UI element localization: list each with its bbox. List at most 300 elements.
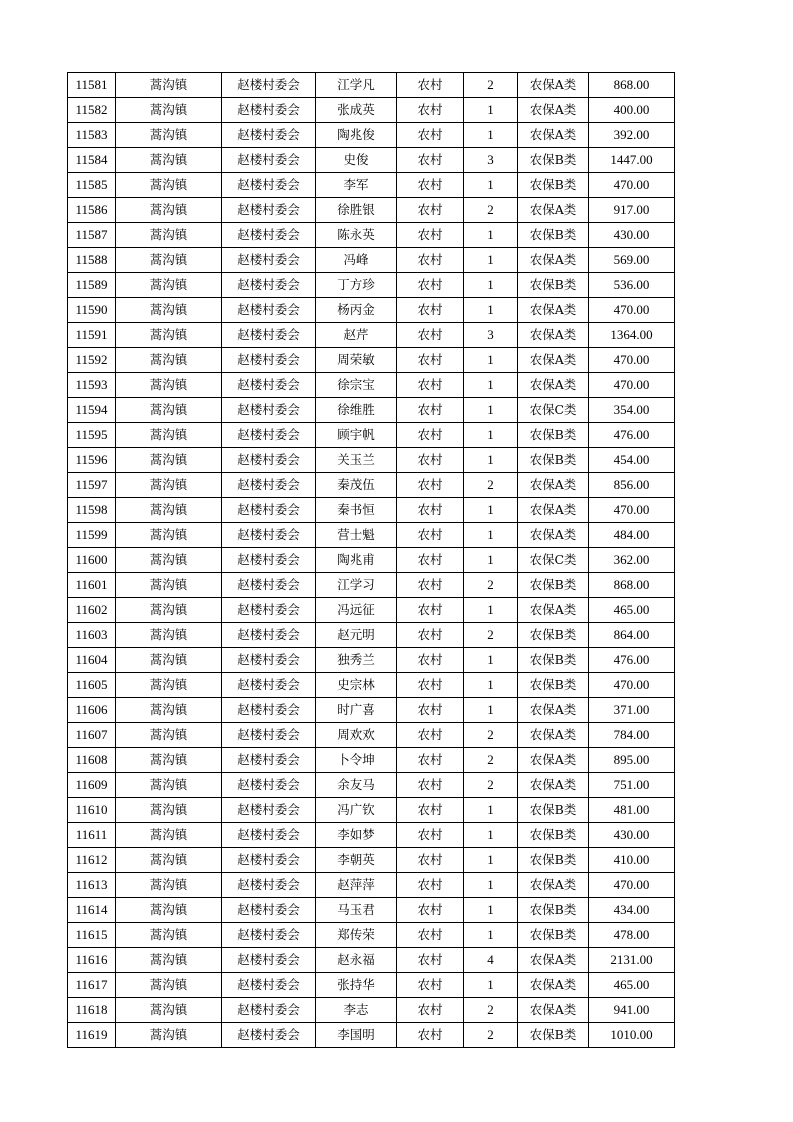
residence-type-cell: 农村 xyxy=(397,73,464,98)
insurance-category-cell: 农保B类 xyxy=(518,448,589,473)
residence-type-cell: 农村 xyxy=(397,423,464,448)
person-name-cell: 郑传荣 xyxy=(316,923,397,948)
amount-cell: 465.00 xyxy=(589,973,675,998)
village-committee-cell: 赵楼村委会 xyxy=(222,773,316,798)
town-name-cell: 蒿沟镇 xyxy=(116,598,222,623)
insurance-category-cell: 农保A类 xyxy=(518,748,589,773)
household-count-cell: 1 xyxy=(464,123,518,148)
household-count-cell: 2 xyxy=(464,623,518,648)
household-count-cell: 1 xyxy=(464,423,518,448)
table-row xyxy=(68,398,675,423)
table-row xyxy=(68,423,675,448)
residence-type-cell: 农村 xyxy=(397,348,464,373)
village-committee-cell: 赵楼村委会 xyxy=(222,1023,316,1048)
insurance-category-cell: 农保A类 xyxy=(518,248,589,273)
town-name-cell: 蒿沟镇 xyxy=(116,773,222,798)
table-row xyxy=(68,73,675,98)
person-name-cell: 周荣敏 xyxy=(316,348,397,373)
household-count-cell: 2 xyxy=(464,723,518,748)
row-number-cell: 11588 xyxy=(68,248,116,273)
village-committee-cell: 赵楼村委会 xyxy=(222,198,316,223)
person-name-cell: 江学习 xyxy=(316,573,397,598)
household-count-cell: 1 xyxy=(464,498,518,523)
amount-cell: 868.00 xyxy=(589,573,675,598)
row-number-cell: 11619 xyxy=(68,1023,116,1048)
residence-type-cell: 农村 xyxy=(397,223,464,248)
amount-cell: 868.00 xyxy=(589,73,675,98)
row-number-cell: 11581 xyxy=(68,73,116,98)
insurance-category-cell: 农保A类 xyxy=(518,723,589,748)
town-name-cell: 蒿沟镇 xyxy=(116,298,222,323)
village-committee-cell: 赵楼村委会 xyxy=(222,448,316,473)
insurance-category-cell: 农保B类 xyxy=(518,798,589,823)
village-committee-cell: 赵楼村委会 xyxy=(222,373,316,398)
amount-cell: 917.00 xyxy=(589,198,675,223)
row-number-cell: 11589 xyxy=(68,273,116,298)
insurance-category-cell: 农保B类 xyxy=(518,273,589,298)
person-name-cell: 李志 xyxy=(316,998,397,1023)
residence-type-cell: 农村 xyxy=(397,673,464,698)
household-count-cell: 3 xyxy=(464,323,518,348)
table-row xyxy=(68,1023,675,1048)
town-name-cell: 蒿沟镇 xyxy=(116,548,222,573)
village-committee-cell: 赵楼村委会 xyxy=(222,798,316,823)
town-name-cell: 蒿沟镇 xyxy=(116,448,222,473)
table-row xyxy=(68,498,675,523)
row-number-cell: 11615 xyxy=(68,923,116,948)
table-row xyxy=(68,923,675,948)
row-number-cell: 11612 xyxy=(68,848,116,873)
insurance-category-cell: 农保C类 xyxy=(518,398,589,423)
residence-type-cell: 农村 xyxy=(397,398,464,423)
person-name-cell: 徐维胜 xyxy=(316,398,397,423)
insurance-category-cell: 农保B类 xyxy=(518,573,589,598)
row-number-cell: 11608 xyxy=(68,748,116,773)
person-name-cell: 丁方珍 xyxy=(316,273,397,298)
insurance-category-cell: 农保B类 xyxy=(518,148,589,173)
residence-type-cell: 农村 xyxy=(397,173,464,198)
village-committee-cell: 赵楼村委会 xyxy=(222,623,316,648)
table-row xyxy=(68,473,675,498)
insurance-category-cell: 农保A类 xyxy=(518,773,589,798)
amount-cell: 434.00 xyxy=(589,898,675,923)
town-name-cell: 蒿沟镇 xyxy=(116,973,222,998)
row-number-cell: 11597 xyxy=(68,473,116,498)
town-name-cell: 蒿沟镇 xyxy=(116,848,222,873)
insurance-category-cell: 农保A类 xyxy=(518,998,589,1023)
town-name-cell: 蒿沟镇 xyxy=(116,698,222,723)
town-name-cell: 蒿沟镇 xyxy=(116,673,222,698)
village-committee-cell: 赵楼村委会 xyxy=(222,323,316,348)
table-row xyxy=(68,998,675,1023)
person-name-cell: 徐宗宝 xyxy=(316,373,397,398)
table-row xyxy=(68,248,675,273)
household-count-cell: 1 xyxy=(464,273,518,298)
table-row xyxy=(68,98,675,123)
insurance-category-cell: 农保A类 xyxy=(518,873,589,898)
person-name-cell: 余友马 xyxy=(316,773,397,798)
insurance-category-cell: 农保A类 xyxy=(518,373,589,398)
row-number-cell: 11604 xyxy=(68,648,116,673)
village-committee-cell: 赵楼村委会 xyxy=(222,923,316,948)
insurance-category-cell: 农保B类 xyxy=(518,223,589,248)
household-count-cell: 1 xyxy=(464,848,518,873)
person-name-cell: 张持华 xyxy=(316,973,397,998)
village-committee-cell: 赵楼村委会 xyxy=(222,973,316,998)
table-row xyxy=(68,148,675,173)
insurance-category-cell: 农保A类 xyxy=(518,698,589,723)
residence-type-cell: 农村 xyxy=(397,573,464,598)
town-name-cell: 蒿沟镇 xyxy=(116,248,222,273)
insurance-category-cell: 农保B类 xyxy=(518,623,589,648)
table-row xyxy=(68,373,675,398)
residence-type-cell: 农村 xyxy=(397,498,464,523)
row-number-cell: 11595 xyxy=(68,423,116,448)
amount-cell: 470.00 xyxy=(589,498,675,523)
village-committee-cell: 赵楼村委会 xyxy=(222,573,316,598)
row-number-cell: 11587 xyxy=(68,223,116,248)
table-row xyxy=(68,123,675,148)
town-name-cell: 蒿沟镇 xyxy=(116,948,222,973)
insurance-category-cell: 农保A类 xyxy=(518,98,589,123)
insurance-category-cell: 农保A类 xyxy=(518,498,589,523)
row-number-cell: 11599 xyxy=(68,523,116,548)
residence-type-cell: 农村 xyxy=(397,723,464,748)
person-name-cell: 陈永英 xyxy=(316,223,397,248)
village-committee-cell: 赵楼村委会 xyxy=(222,723,316,748)
table-row xyxy=(68,748,675,773)
person-name-cell: 周欢欢 xyxy=(316,723,397,748)
town-name-cell: 蒿沟镇 xyxy=(116,873,222,898)
amount-cell: 454.00 xyxy=(589,448,675,473)
town-name-cell: 蒿沟镇 xyxy=(116,823,222,848)
residence-type-cell: 农村 xyxy=(397,148,464,173)
residence-type-cell: 农村 xyxy=(397,98,464,123)
village-committee-cell: 赵楼村委会 xyxy=(222,598,316,623)
insurance-category-cell: 农保A类 xyxy=(518,198,589,223)
amount-cell: 470.00 xyxy=(589,298,675,323)
town-name-cell: 蒿沟镇 xyxy=(116,198,222,223)
insurance-category-cell: 农保B类 xyxy=(518,898,589,923)
amount-cell: 536.00 xyxy=(589,273,675,298)
amount-cell: 392.00 xyxy=(589,123,675,148)
household-count-cell: 1 xyxy=(464,298,518,323)
amount-cell: 569.00 xyxy=(589,248,675,273)
table-row xyxy=(68,723,675,748)
village-committee-cell: 赵楼村委会 xyxy=(222,548,316,573)
insurance-category-cell: 农保A类 xyxy=(518,948,589,973)
row-number-cell: 11584 xyxy=(68,148,116,173)
town-name-cell: 蒿沟镇 xyxy=(116,498,222,523)
town-name-cell: 蒿沟镇 xyxy=(116,748,222,773)
amount-cell: 371.00 xyxy=(589,698,675,723)
insurance-category-cell: 农保B类 xyxy=(518,848,589,873)
household-count-cell: 1 xyxy=(464,173,518,198)
table-row xyxy=(68,673,675,698)
person-name-cell: 赵元明 xyxy=(316,623,397,648)
household-count-cell: 1 xyxy=(464,448,518,473)
residence-type-cell: 农村 xyxy=(397,123,464,148)
amount-cell: 470.00 xyxy=(589,348,675,373)
village-committee-cell: 赵楼村委会 xyxy=(222,948,316,973)
household-count-cell: 1 xyxy=(464,98,518,123)
amount-cell: 1010.00 xyxy=(589,1023,675,1048)
town-name-cell: 蒿沟镇 xyxy=(116,423,222,448)
table-row xyxy=(68,298,675,323)
village-committee-cell: 赵楼村委会 xyxy=(222,898,316,923)
residence-type-cell: 农村 xyxy=(397,948,464,973)
row-number-cell: 11602 xyxy=(68,598,116,623)
table-row xyxy=(68,948,675,973)
town-name-cell: 蒿沟镇 xyxy=(116,898,222,923)
insurance-category-cell: 农保A类 xyxy=(518,473,589,498)
village-committee-cell: 赵楼村委会 xyxy=(222,123,316,148)
row-number-cell: 11585 xyxy=(68,173,116,198)
table-body xyxy=(68,73,675,1048)
residence-type-cell: 农村 xyxy=(397,523,464,548)
row-number-cell: 11596 xyxy=(68,448,116,473)
row-number-cell: 11607 xyxy=(68,723,116,748)
amount-cell: 354.00 xyxy=(589,398,675,423)
recipient-table xyxy=(67,72,675,1048)
row-number-cell: 11592 xyxy=(68,348,116,373)
household-count-cell: 1 xyxy=(464,923,518,948)
row-number-cell: 11586 xyxy=(68,198,116,223)
household-count-cell: 2 xyxy=(464,998,518,1023)
table-row xyxy=(68,523,675,548)
town-name-cell: 蒿沟镇 xyxy=(116,398,222,423)
village-committee-cell: 赵楼村委会 xyxy=(222,823,316,848)
town-name-cell: 蒿沟镇 xyxy=(116,473,222,498)
row-number-cell: 11603 xyxy=(68,623,116,648)
amount-cell: 430.00 xyxy=(589,223,675,248)
residence-type-cell: 农村 xyxy=(397,598,464,623)
village-committee-cell: 赵楼村委会 xyxy=(222,498,316,523)
row-number-cell: 11618 xyxy=(68,998,116,1023)
town-name-cell: 蒿沟镇 xyxy=(116,98,222,123)
household-count-cell: 1 xyxy=(464,598,518,623)
person-name-cell: 李军 xyxy=(316,173,397,198)
town-name-cell: 蒿沟镇 xyxy=(116,998,222,1023)
town-name-cell: 蒿沟镇 xyxy=(116,348,222,373)
insurance-category-cell: 农保B类 xyxy=(518,823,589,848)
household-count-cell: 4 xyxy=(464,948,518,973)
household-count-cell: 3 xyxy=(464,148,518,173)
town-name-cell: 蒿沟镇 xyxy=(116,1023,222,1048)
person-name-cell: 赵萍萍 xyxy=(316,873,397,898)
household-count-cell: 2 xyxy=(464,773,518,798)
town-name-cell: 蒿沟镇 xyxy=(116,923,222,948)
residence-type-cell: 农村 xyxy=(397,298,464,323)
residence-type-cell: 农村 xyxy=(397,748,464,773)
village-committee-cell: 赵楼村委会 xyxy=(222,423,316,448)
village-committee-cell: 赵楼村委会 xyxy=(222,848,316,873)
amount-cell: 410.00 xyxy=(589,848,675,873)
person-name-cell: 顾宇帆 xyxy=(316,423,397,448)
residence-type-cell: 农村 xyxy=(397,623,464,648)
amount-cell: 470.00 xyxy=(589,673,675,698)
village-committee-cell: 赵楼村委会 xyxy=(222,698,316,723)
table-row xyxy=(68,623,675,648)
insurance-category-cell: 农保B类 xyxy=(518,923,589,948)
insurance-category-cell: 农保A类 xyxy=(518,73,589,98)
insurance-category-cell: 农保A类 xyxy=(518,123,589,148)
table-row xyxy=(68,898,675,923)
town-name-cell: 蒿沟镇 xyxy=(116,73,222,98)
amount-cell: 465.00 xyxy=(589,598,675,623)
table-row xyxy=(68,198,675,223)
household-count-cell: 1 xyxy=(464,698,518,723)
household-count-cell: 2 xyxy=(464,73,518,98)
person-name-cell: 徐胜银 xyxy=(316,198,397,223)
insurance-category-cell: 农保A类 xyxy=(518,598,589,623)
row-number-cell: 11616 xyxy=(68,948,116,973)
household-count-cell: 1 xyxy=(464,973,518,998)
person-name-cell: 关玉兰 xyxy=(316,448,397,473)
residence-type-cell: 农村 xyxy=(397,798,464,823)
residence-type-cell: 农村 xyxy=(397,1023,464,1048)
household-count-cell: 1 xyxy=(464,223,518,248)
amount-cell: 1447.00 xyxy=(589,148,675,173)
row-number-cell: 11610 xyxy=(68,798,116,823)
row-number-cell: 11598 xyxy=(68,498,116,523)
person-name-cell: 陶兆甫 xyxy=(316,548,397,573)
insurance-category-cell: 农保A类 xyxy=(518,323,589,348)
amount-cell: 941.00 xyxy=(589,998,675,1023)
table-row xyxy=(68,223,675,248)
amount-cell: 430.00 xyxy=(589,823,675,848)
residence-type-cell: 农村 xyxy=(397,448,464,473)
table-row xyxy=(68,648,675,673)
household-count-cell: 2 xyxy=(464,198,518,223)
amount-cell: 481.00 xyxy=(589,798,675,823)
table-row xyxy=(68,973,675,998)
table-row xyxy=(68,548,675,573)
village-committee-cell: 赵楼村委会 xyxy=(222,298,316,323)
residence-type-cell: 农村 xyxy=(397,648,464,673)
amount-cell: 751.00 xyxy=(589,773,675,798)
household-count-cell: 1 xyxy=(464,798,518,823)
row-number-cell: 11594 xyxy=(68,398,116,423)
insurance-category-cell: 农保B类 xyxy=(518,1023,589,1048)
village-committee-cell: 赵楼村委会 xyxy=(222,348,316,373)
row-number-cell: 11605 xyxy=(68,673,116,698)
table-row xyxy=(68,848,675,873)
table-row xyxy=(68,873,675,898)
person-name-cell: 冯广钦 xyxy=(316,798,397,823)
town-name-cell: 蒿沟镇 xyxy=(116,273,222,298)
town-name-cell: 蒿沟镇 xyxy=(116,123,222,148)
residence-type-cell: 农村 xyxy=(397,923,464,948)
person-name-cell: 冯峰 xyxy=(316,248,397,273)
table-row xyxy=(68,448,675,473)
household-count-cell: 1 xyxy=(464,673,518,698)
person-name-cell: 史俊 xyxy=(316,148,397,173)
amount-cell: 864.00 xyxy=(589,623,675,648)
person-name-cell: 杨丙金 xyxy=(316,298,397,323)
person-name-cell: 李国明 xyxy=(316,1023,397,1048)
amount-cell: 478.00 xyxy=(589,923,675,948)
table-row xyxy=(68,773,675,798)
village-committee-cell: 赵楼村委会 xyxy=(222,648,316,673)
residence-type-cell: 农村 xyxy=(397,773,464,798)
table-row xyxy=(68,798,675,823)
town-name-cell: 蒿沟镇 xyxy=(116,723,222,748)
amount-cell: 400.00 xyxy=(589,98,675,123)
household-count-cell: 2 xyxy=(464,573,518,598)
person-name-cell: 秦茂伍 xyxy=(316,473,397,498)
person-name-cell: 卜令坤 xyxy=(316,748,397,773)
household-count-cell: 1 xyxy=(464,348,518,373)
insurance-category-cell: 农保A类 xyxy=(518,348,589,373)
amount-cell: 2131.00 xyxy=(589,948,675,973)
row-number-cell: 11601 xyxy=(68,573,116,598)
amount-cell: 856.00 xyxy=(589,473,675,498)
row-number-cell: 11593 xyxy=(68,373,116,398)
amount-cell: 1364.00 xyxy=(589,323,675,348)
household-count-cell: 1 xyxy=(464,648,518,673)
person-name-cell: 张成英 xyxy=(316,98,397,123)
amount-cell: 470.00 xyxy=(589,873,675,898)
residence-type-cell: 农村 xyxy=(397,698,464,723)
row-number-cell: 11583 xyxy=(68,123,116,148)
household-count-cell: 1 xyxy=(464,898,518,923)
village-committee-cell: 赵楼村委会 xyxy=(222,523,316,548)
residence-type-cell: 农村 xyxy=(397,998,464,1023)
person-name-cell: 营士魁 xyxy=(316,523,397,548)
row-number-cell: 11590 xyxy=(68,298,116,323)
table-row xyxy=(68,823,675,848)
residence-type-cell: 农村 xyxy=(397,373,464,398)
amount-cell: 895.00 xyxy=(589,748,675,773)
residence-type-cell: 农村 xyxy=(397,198,464,223)
person-name-cell: 赵永福 xyxy=(316,948,397,973)
residence-type-cell: 农村 xyxy=(397,973,464,998)
table-row xyxy=(68,273,675,298)
row-number-cell: 11611 xyxy=(68,823,116,848)
table-row xyxy=(68,173,675,198)
row-number-cell: 11606 xyxy=(68,698,116,723)
amount-cell: 362.00 xyxy=(589,548,675,573)
amount-cell: 784.00 xyxy=(589,723,675,748)
residence-type-cell: 农村 xyxy=(397,873,464,898)
row-number-cell: 11609 xyxy=(68,773,116,798)
residence-type-cell: 农村 xyxy=(397,248,464,273)
household-count-cell: 2 xyxy=(464,1023,518,1048)
residence-type-cell: 农村 xyxy=(397,823,464,848)
village-committee-cell: 赵楼村委会 xyxy=(222,173,316,198)
insurance-category-cell: 农保B类 xyxy=(518,173,589,198)
row-number-cell: 11582 xyxy=(68,98,116,123)
village-committee-cell: 赵楼村委会 xyxy=(222,998,316,1023)
table-row xyxy=(68,348,675,373)
residence-type-cell: 农村 xyxy=(397,848,464,873)
village-committee-cell: 赵楼村委会 xyxy=(222,148,316,173)
row-number-cell: 11591 xyxy=(68,323,116,348)
person-name-cell: 陶兆俊 xyxy=(316,123,397,148)
town-name-cell: 蒿沟镇 xyxy=(116,223,222,248)
town-name-cell: 蒿沟镇 xyxy=(116,798,222,823)
residence-type-cell: 农村 xyxy=(397,898,464,923)
person-name-cell: 李如梦 xyxy=(316,823,397,848)
person-name-cell: 李朝英 xyxy=(316,848,397,873)
table-row xyxy=(68,598,675,623)
person-name-cell: 赵芹 xyxy=(316,323,397,348)
village-committee-cell: 赵楼村委会 xyxy=(222,73,316,98)
town-name-cell: 蒿沟镇 xyxy=(116,323,222,348)
town-name-cell: 蒿沟镇 xyxy=(116,523,222,548)
insurance-category-cell: 农保A类 xyxy=(518,523,589,548)
